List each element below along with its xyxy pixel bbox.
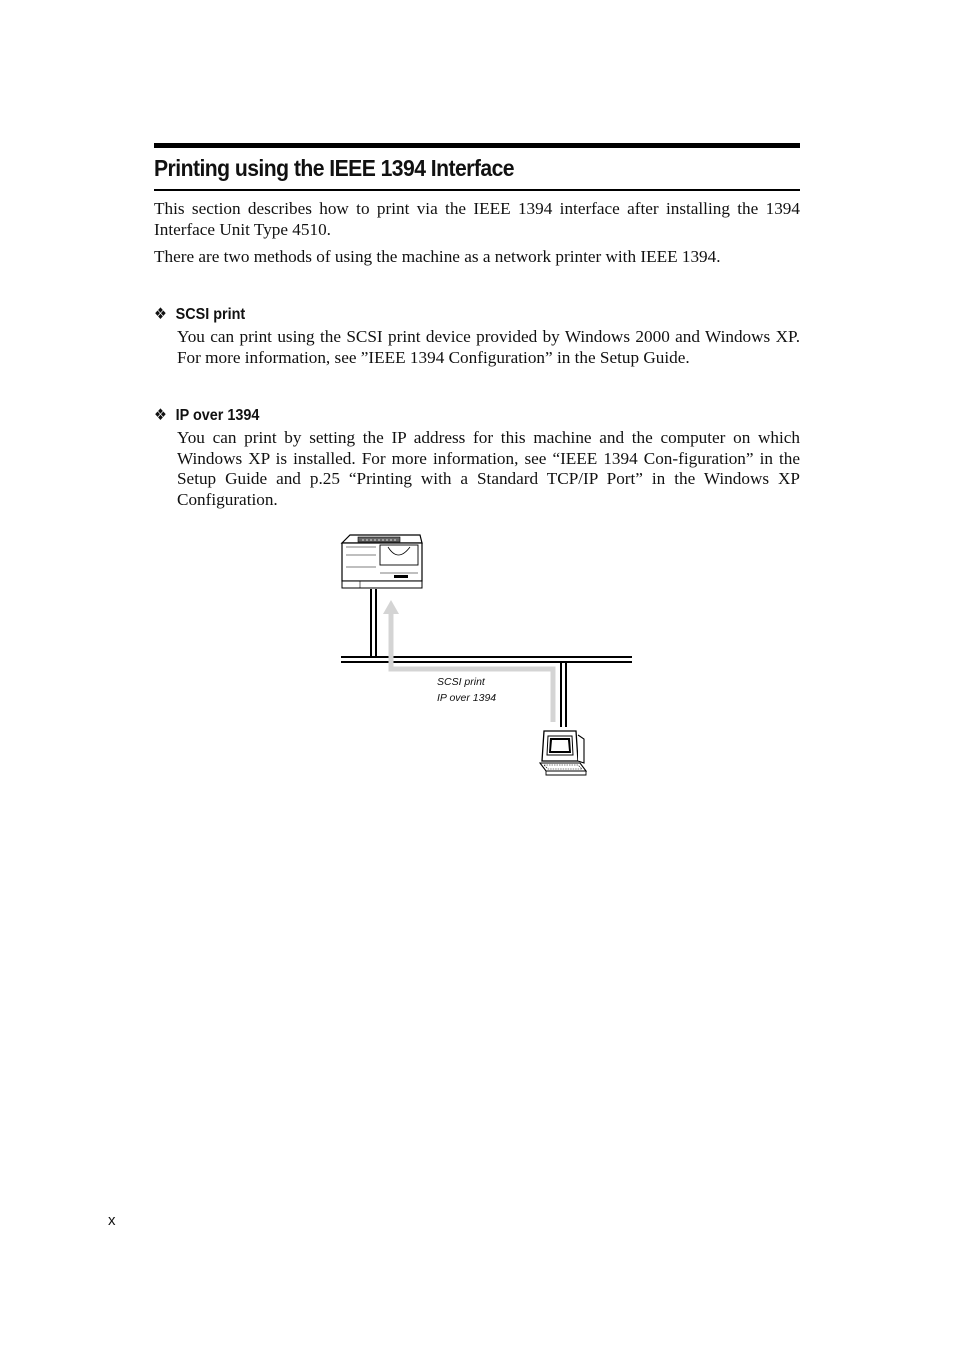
printer-connection <box>371 589 376 657</box>
network-bus <box>341 657 632 662</box>
computer-icon <box>540 731 586 775</box>
method-body-ip: You can print by setting the IP address for this machine and the computer on which Windows XP is installed. For more information, see “IEEE 1394 Con-figuration” in the Setup Guide and p.25 “Printing with a Standard TCP/IP Port” in the Windows XP Configuration. <box>177 428 800 509</box>
method-heading-ip <box>154 406 259 426</box>
diagram-label-ip: IP over 1394 <box>437 692 497 704</box>
intro-paragraph-2: There are two methods of using the machine as a network printer with IEEE 1394. <box>154 247 721 266</box>
connection-diagram <box>330 525 650 785</box>
method-heading-scsi <box>154 305 245 325</box>
section-title: Printing using the IEEE 1394 Interface <box>154 155 515 181</box>
intro-paragraph-1: This section describes how to print via the IEEE 1394 interface after installing the 1394 Interface Unit Type 4510. <box>154 199 800 239</box>
method-title: IP over 1394 <box>175 407 260 424</box>
diagram-label-scsi: SCSI print <box>437 676 485 688</box>
computer-connection <box>561 662 566 727</box>
diamond-bullet-icon: ❖ <box>154 306 167 323</box>
page-number: x <box>108 1212 116 1229</box>
diamond-bullet-icon: ❖ <box>154 407 167 424</box>
method-body-scsi: You can print using the SCSI print device provided by Windows 2000 and Windows XP. For more information, see ”IEEE 1394 Configuration” in the Setup Guide. <box>177 327 800 367</box>
title-underline <box>154 189 800 191</box>
top-rule <box>154 143 800 148</box>
printer-icon <box>342 535 422 588</box>
method-title: SCSI print <box>175 306 246 323</box>
